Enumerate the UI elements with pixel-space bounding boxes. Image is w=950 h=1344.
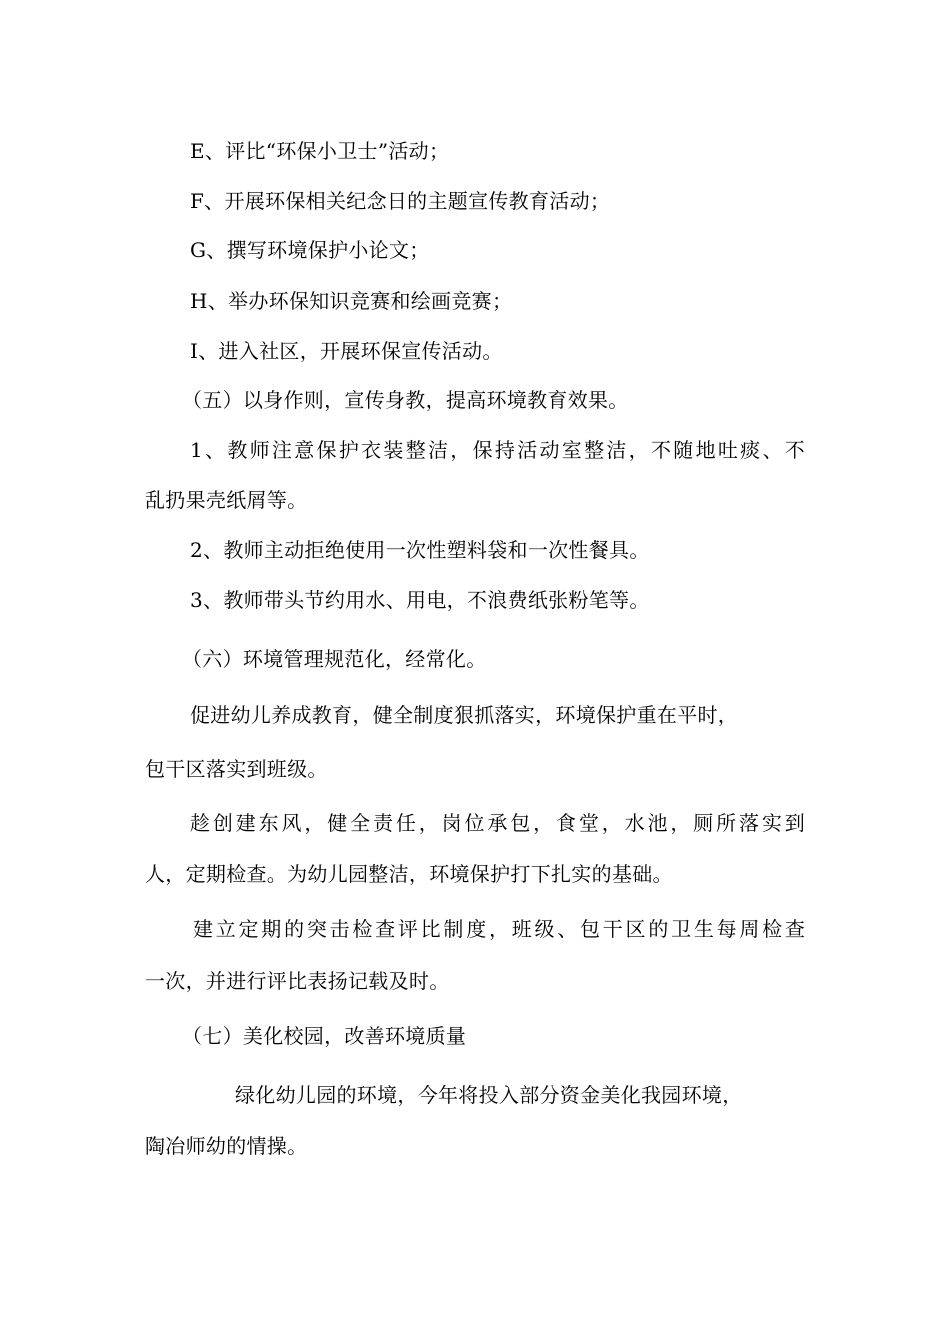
list-item-e: E、评比“环保小卫士”活动；: [190, 139, 450, 163]
paragraph-line: 趁 创 建 东 风 ， 健 全 责 任 ， 岗 位 承 包 ， 食 堂 ， 水 池 ， 厕 所 落 实 到: [190, 811, 805, 835]
paragraph-line: 绿化幼儿园的环境，今年将投入部分资金美化我园环境，: [235, 1083, 743, 1107]
paragraph-line: 1 、 教 师 注 意 保 护 衣 装 整 洁 ， 保 持 活 动 室 整 洁 ， 不 随 地 吐 痰 、 不: [190, 438, 805, 462]
paragraph-line: 2、教师主动拒绝使用一次性塑料袋和一次性餐具。: [190, 538, 650, 562]
list-item-h: H、举办环保知识竞赛和绘画竞赛；: [190, 289, 513, 313]
paragraph-line: 建 立 定 期 的 突 击 检 查 评 比 制 度 ， 班 级 、 包 干 区 的 卫 生 每 周 检 查: [193, 917, 805, 941]
list-item-g: G、撰写环境保护小论文；: [190, 238, 430, 262]
paragraph-line: 人，定期检查。为幼儿园整洁，环境保护打下扎实的基础。: [145, 862, 673, 886]
paragraph-line: 一次，并进行评比表扬记载及时。: [145, 969, 450, 993]
section-heading-7: （七）美化校园，改善环境质量: [182, 1024, 467, 1048]
paragraph-line: 陶冶师幼的情操。: [145, 1134, 308, 1158]
list-item-i: I、进入社区，开展环保宣传活动。: [190, 339, 503, 363]
paragraph-line: 促进幼儿养成教育，健全制度狠抓落实，环境保护重在平时，: [190, 703, 739, 727]
paragraph-line: 乱扔果壳纸屑等。: [145, 488, 308, 512]
list-item-f: F、开展环保相关纪念日的主题宣传教育活动；: [190, 189, 611, 213]
section-heading-6: （六）环境管理规范化，经常化。: [182, 647, 487, 671]
paragraph-line: 包干区落实到班级。: [145, 757, 328, 781]
section-heading-5: （五）以身作则，宣传身教，提高环境教育效果。: [182, 388, 629, 412]
paragraph-line: 3、教师带头节约用水、用电，不浪费纸张粉笔等。: [190, 588, 650, 612]
